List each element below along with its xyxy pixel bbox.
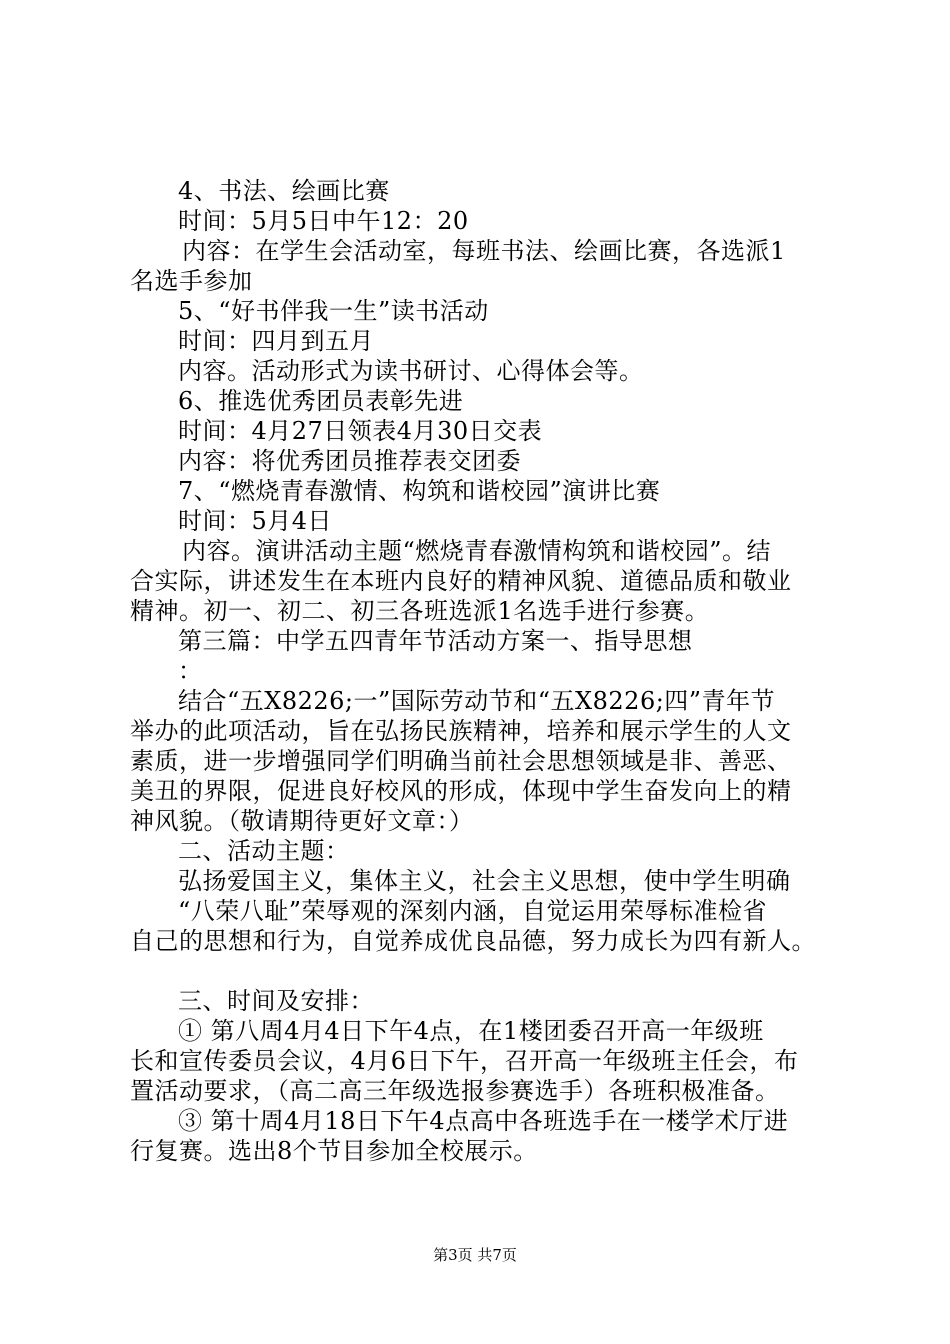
text-line: 举办的此项活动，旨在弘扬民族精神，培养和展示学生的人文 bbox=[130, 717, 792, 745]
text-line: 合实际，讲述发生在本班内良好的精神风貌、道德品质和敬业 bbox=[130, 567, 792, 595]
text-line: 时间：4月27日领表4月30日交表 bbox=[178, 417, 543, 445]
text-line: 内容：将优秀团员推荐表交团委 bbox=[178, 447, 521, 475]
text-line: 置活动要求，（高二高三年级选报参赛选手）各班积极准备。 bbox=[130, 1077, 780, 1105]
text-line: 素质，进一步增强同学们明确当前社会思想领域是非、善恶、 bbox=[130, 747, 792, 775]
text-line: 时间：5月4日 bbox=[178, 507, 333, 535]
chapter-heading: 第三篇：中学五四青年节活动方案一、指导思想 bbox=[178, 627, 693, 655]
text-line: ① 第八周4月4日下午4点，在1楼团委召开高一年级班 bbox=[178, 1017, 764, 1045]
text-line: 长和宣传委员会议，4月6日下午，召开高一年级班主任会，布 bbox=[130, 1047, 799, 1075]
text-line: 美丑的界限，促进良好校风的形成，体现中学生奋发向上的精 bbox=[130, 777, 792, 805]
text-line: ： bbox=[178, 657, 203, 685]
document-body bbox=[130, 176, 850, 1166]
text-line: 自己的思想和行为，自觉养成优良品德，努力成长为四有新人。 bbox=[130, 927, 816, 955]
section-heading: 5、“好书伴我一生”读书活动 bbox=[178, 297, 489, 325]
text-line: ③ 第十周4月18日下午4点高中各班选手在一楼学术厅进 bbox=[178, 1107, 789, 1135]
section-heading: 4、书法、绘画比赛 bbox=[178, 177, 390, 205]
section-heading: 二、活动主题： bbox=[178, 837, 350, 865]
section-heading: 6、推选优秀团员表彰先进 bbox=[178, 387, 464, 415]
page-number-footer: 第3页 共7页 bbox=[433, 1246, 517, 1264]
text-line: 内容：在学生会活动室，每班书法、绘画比赛，各选派1 bbox=[182, 237, 786, 265]
blank-line bbox=[130, 956, 850, 986]
text-line: 名选手参加 bbox=[130, 267, 253, 295]
text-line: 时间：5月5日中午12：20 bbox=[178, 207, 469, 235]
text-line: 行复赛。选出8个节目参加全校展示。 bbox=[130, 1137, 538, 1165]
section-heading: 7、“燃烧青春激情、构筑和谐校园”演讲比赛 bbox=[178, 477, 661, 505]
text-line: 内容。活动形式为读书研讨、心得体会等。 bbox=[178, 357, 644, 385]
text-line: 弘扬爱国主义，集体主义，社会主义思想，使中学生明确 bbox=[178, 867, 791, 895]
text-line: 精神。初一、初二、初三各班选派1名选手进行参赛。 bbox=[130, 597, 710, 625]
text-line: 时间：四月到五月 bbox=[178, 327, 374, 355]
text-line: “八荣八耻”荣辱观的深刻内涵，自觉运用荣辱标准检省 bbox=[178, 897, 768, 925]
text-line: 神风貌。（敬请期待更好文章：） bbox=[130, 807, 474, 835]
text-line: 结合“五X8226;一”国际劳动节和“五X8226;四”青年节 bbox=[178, 687, 776, 715]
text-line: 内容。演讲活动主题“燃烧青春激情构筑和谐校园”。结 bbox=[182, 537, 772, 565]
section-heading: 三、时间及安排： bbox=[178, 987, 374, 1015]
